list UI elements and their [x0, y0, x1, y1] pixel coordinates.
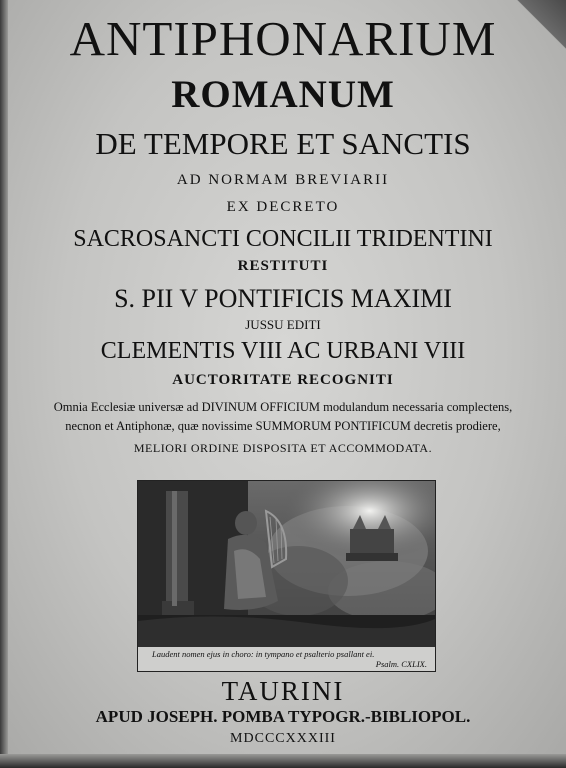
engraving-psalm-reference: Psalm. CXLIX. — [375, 659, 427, 669]
engraving-king-david — [137, 480, 436, 672]
line-clementis: CLEMENTIS VIII AC URBANI VIII — [100, 338, 466, 364]
engraving-caption-area — [138, 647, 435, 669]
line-ad-normam: AD NORMAM BREVIARII — [176, 172, 390, 188]
line-restituti: RESTITUTI — [237, 258, 329, 274]
subtitle-de-tempore: DE TEMPORE ET SANCTIS — [95, 126, 471, 161]
main-title: ANTIPHONARIUM — [69, 11, 497, 66]
engraving-caption: Laudent nomen ejus in choro: in tympano et psalterio psallant ei. — [152, 649, 375, 659]
description-line-1: Omnia Ecclesiæ universæ ad DIVINUM OFFICIUM modulandum necessaria complectens, — [53, 400, 513, 414]
line-ex-decreto: EX DECRETO — [226, 199, 340, 215]
imprint-year: MDCCCXXXIII — [230, 731, 336, 746]
line-concilii: SACROSANCTI CONCILII TRIDENTINI — [73, 226, 493, 252]
line-jussu-editi: JUSSU EDITI — [245, 317, 321, 332]
line-pii-v: S. PII V PONTIFICIS MAXIMI — [114, 284, 452, 313]
description-line-2: necnon et Antiphonæ, quæ novissime SUMMORUM PONTIFICUM decretis prodiere, — [65, 419, 501, 433]
engraving-illustration — [138, 481, 435, 647]
imprint-publisher: APUD JOSEPH. POMBA TYPOGR.-BIBLIOPOL. — [95, 707, 471, 726]
line-auctoritate: AUCTORITATE RECOGNITI — [172, 372, 394, 388]
imprint-city: TAURINI — [221, 676, 345, 706]
subtitle-romanum: ROMANUM — [171, 73, 395, 116]
description-line-3: MELIORI ORDINE DISPOSITA ET ACCOMMODATA. — [133, 441, 433, 455]
page-bottom-edge — [0, 754, 566, 768]
